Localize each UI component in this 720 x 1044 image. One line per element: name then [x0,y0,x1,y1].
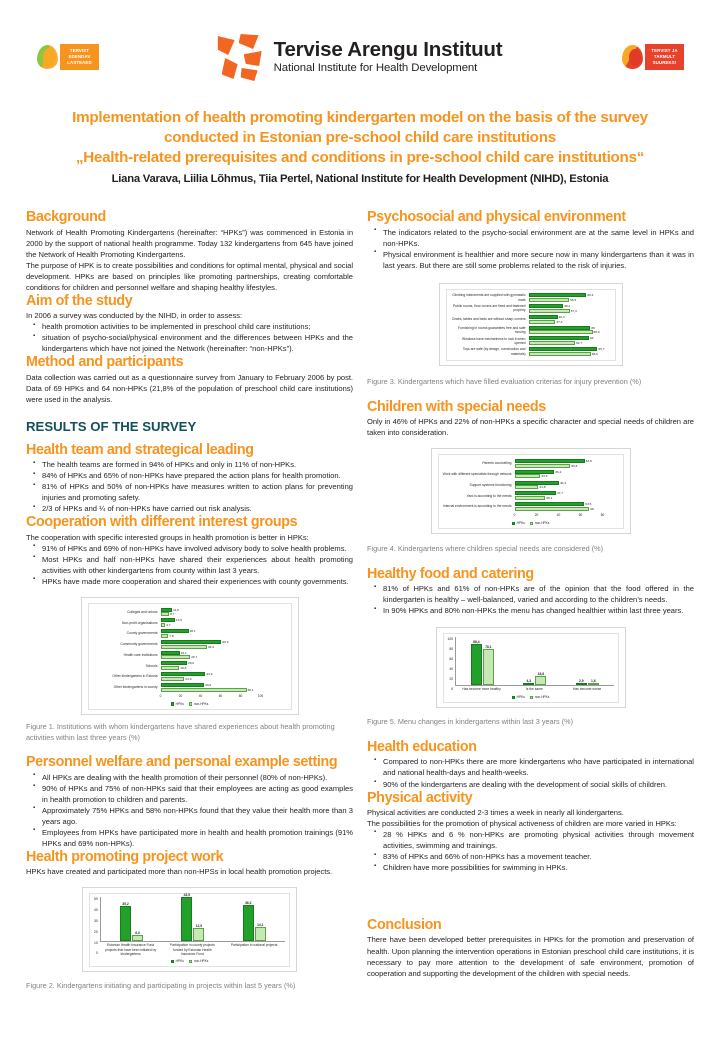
bar-group [120,897,143,941]
legend-label: non-HPKs [193,959,209,964]
section-heading-special-needs: Children with special needs [367,399,546,416]
chart-row [93,672,287,682]
category-label: Climbing instruments are supplied with gymnastic mats [452,293,526,302]
figure-2-bars [100,893,285,942]
chart-row [451,304,611,314]
category-label: Support systems functioning [469,482,512,487]
bar [515,507,590,511]
list-item: ▪ situation of psycho-social/physical environment and the differences between HPKs and the kindergartens which have not joined the Network (hereinafter: “non-HPKs”). [37,332,353,354]
bar-value-label: 4,7 [166,622,171,627]
list-item: ▪ Children have more possibilities for swimming in HPKs. [378,862,694,873]
chart-row [451,347,611,357]
list-item: ▪ 2/3 of HPKs and ¼ of non-HPKs have carried out risk analysis. [37,503,353,514]
legend-entry [171,702,184,706]
legend-entry [171,959,184,963]
chart-row [443,491,619,501]
bar-value-label: 12,5 [195,924,203,929]
list-item: ▪ Physical environment is healthier and more secure now in many kindergartens than it was in last years. But there are still some problems related to the risk of injuries. [378,249,694,271]
list-item: ▪ Most HPKs and half non-HPKs have shared their experiences about health promoting activities with other kindergartens from county within last 3 years. [37,554,353,576]
legend-entry [189,702,209,706]
physical-bullet-list [367,829,694,873]
bar-value-label: 95,7 [598,347,605,352]
category-label: Participation in county projects funded by Estonian Health Insurance Fund [170,943,215,956]
axis-tick-label: 100 [257,694,264,699]
figure-2-chart [82,887,297,972]
institute-subtitle: National Institute for Health Development [273,61,478,74]
category-label: Has become more healthy [462,687,501,692]
list-item: ▪ Employees from HPKs have participated more in health and health promotion trainings (91% HPKs and 69% non-HPKs). [37,827,353,849]
list-item: ▪ 90% of the kindergartens are dealing with the development of social skills of children. [378,779,694,790]
legend-entry [189,959,209,963]
legend-swatch [171,960,175,964]
bar-value-label: 37,3 [556,319,563,324]
bar-value-label: 1,6 [590,678,596,683]
bar [529,352,591,356]
left-badge-label: TERVIST EDENDAV LASTEAED [60,44,99,70]
figure-2-legend [94,959,285,963]
list-item: ▪ health promotion activities to be implemented in preschool child care institutions; [37,321,353,332]
axis-tick-label: 40 [556,513,561,518]
figure-1-chart [81,597,299,715]
category-label: County governments [126,631,158,636]
bar-value-label: 2,9 [578,678,584,683]
figure-5-y-axis [448,637,456,691]
axis-tick-label: 80 [449,647,454,652]
category-label: Is the same [525,687,543,692]
axis-tick-label: 60 [218,694,223,699]
author-list: Liana Varava, Liilia Lõhmus, Tiia Pertel, National Institute for Health Development (NIHD), Estonia [111,173,609,186]
bar [161,688,247,692]
list-item: ▪ Compared to non-HPKs there are more kindergartens who have participated in international and national health-days and health-weeks. [378,756,694,778]
bar [576,678,587,685]
section-heading-education: Health education [367,739,477,756]
education-bullet-list [367,756,694,789]
bar [529,341,576,345]
figure-1-legend [93,702,287,706]
bar [529,347,598,351]
axis-tick-label: 0 [451,687,454,692]
bar-value-label: 84 [589,336,594,341]
bar-value-label: 23,6 [541,474,548,479]
axis-tick-label: 80 [238,694,243,699]
figure-4-x-axis [515,513,619,519]
category-label: Parents counselling [482,461,512,466]
project-work-paragraph: HPKs have created and participated more than non-HPSs in local health promotion projects. [26,867,333,877]
legend-label: HPKs [175,702,184,707]
section-heading-project-work: Health promoting project work [26,848,224,865]
bar [161,629,189,633]
conclusion-paragraph: There have been developed better prerequisites in HPKs for the promotion and preservation of health. Upon planning the intervention operations in Estonian preschool child care institutions, it is necessary to pay more attention to the development of safe environment, promotion of cooperation and supporting the development of the children with special needs. [367,935,694,978]
right-column [367,209,694,992]
bar-group [576,637,599,684]
list-item: ▪ In 90% HPKs and 80% non-HPKs the menu has changed healthier within last three years. [378,605,694,616]
bar [161,666,180,670]
chart-row [443,480,619,490]
bar-group [181,893,204,941]
bar-value-label: 86 [591,325,595,330]
legend-swatch [512,696,516,700]
bar-value-label: 88,4 [473,640,480,645]
category-label: Public rooms, floor covers are fixed and fastened properly [453,304,526,313]
list-item: ▪ 81% of HPKs and 50% of non-HPKs have measures written to action plans for preventing injuries and promoting safety. [37,481,353,503]
leaf-icon [37,45,58,69]
bar [471,640,482,685]
section-heading-physical: Physical activity [367,789,473,806]
list-item: ▪ HPKs have made more cooperation and shared their experiences with county governments. [37,576,353,587]
axis-tick-label: 40 [449,667,454,672]
axis-tick-label: 40 [198,694,203,699]
figure-2-categories [100,943,285,956]
bar-value-label: 37,7 [556,491,563,496]
logo-tervist-ja-tarmult-suureks [622,44,684,70]
bar-value-label: 56,5 [570,297,577,302]
health-team-bullet-list [26,459,353,514]
bar-group [471,637,494,684]
axis-tick-label: 30 [94,918,98,923]
bar-value-label: 21,8 [539,485,546,490]
chart-row [451,325,611,335]
bar [523,678,534,685]
chart-row [93,618,287,628]
bar [255,922,266,941]
legend-entry [530,521,550,525]
chart-row [451,314,611,324]
bar-value-label: 4,3 [526,678,532,683]
category-label: Schools [145,663,158,668]
bar [120,901,131,941]
axis-tick-label: 20 [178,694,183,699]
axis-tick-label: 20 [94,929,98,934]
legend-swatch [530,696,534,700]
logo-tervist-edendav-lasteaed [37,44,99,70]
category-label: Has become worse [572,687,602,692]
background-paragraph-1: Network of Health Promoting Kindergartens (hereinafter: “HPKs”) was commenced in Estonia in 2000 by the support of national health programme. Today 132 kindergartens from 645 have joined the Network of Health Promoting Kindergartens. [26,227,353,259]
bar [161,672,206,676]
bar-value-label: 11,6 [173,607,179,612]
cooperation-bullet-list [26,543,353,587]
bar-value-label: 57,3 [570,308,577,313]
category-label: Other kindergartens in county [113,685,158,690]
figure-2-caption: Figure 2. Kindergartens initiating and participating in projects within last 5 years (%) [26,981,296,991]
legend-entry [512,521,525,525]
bar-value-label: 35,2 [122,901,129,906]
section-heading-health-team: Health team and strategical leading [26,441,254,458]
bar-value-label: 40,4 [559,480,566,485]
category-label: Health care institutions [123,652,158,657]
bar [529,309,570,313]
physical-paragraph-1: Physical activities are conducted 2-3 times a week in nearly all kindergartens. [367,807,624,817]
list-item: ▪ 91% of HPKs and 69% of non-HPKs have involved advisory body to solve health problems. [37,543,353,554]
bar-value-label: 14,1 [257,922,264,927]
axis-tick-label: 50 [94,897,98,902]
bar-value-label: 36,2 [555,469,562,474]
bar-value-label: 63,5 [585,502,592,507]
bar-value-label: 68 [590,506,594,511]
bar [515,464,571,468]
special-needs-paragraph: Only in 46% of HPKs and 22% of non-HPKs a specific character and special needs of children are taken into consideration. [367,417,694,438]
axis-tick-label: 80 [600,513,605,518]
bar-value-label: 60,9 [222,639,229,644]
bar-value-label: 29,7 [191,655,198,660]
bar-value-label: 23,9 [185,676,192,681]
figure-5-chart [436,627,626,708]
axis-tick-label: 0 [95,951,98,956]
personnel-bullet-list [26,772,353,849]
chart-row [443,458,619,468]
bar-value-label: 28,1 [546,496,553,501]
bar [529,315,558,319]
list-item: ▪ The indicators related to the psycho-social environment are at the same level in HPKs and non-HPKs. [378,227,694,249]
poster-title-block [0,108,720,185]
chart-row [93,682,287,692]
bar-value-label: 7,8 [169,633,174,638]
bar-value-label: 86,1 [247,687,254,692]
bar [515,496,546,500]
figure-3-bars [451,293,611,358]
bar [529,320,556,324]
bar-value-label: 48,2 [564,304,571,309]
section-heading-psychosocial: Psychosocial and physical environment [367,209,626,226]
bar [161,677,185,681]
figure-1-x-axis [161,694,287,700]
food-bullet-list [367,583,694,616]
bar [161,655,191,659]
bar-group [523,637,546,684]
category-label: Work with different specialists through network [442,472,512,477]
figure-3-caption: Figure 3. Kindergartens which have filled evaluation criterias for injury prevention (%) [367,377,642,387]
list-item: ▪ 90% of HPKs and 75% of non-HPKs said that their employees are acting as good examples in health promotion to children and parents. [37,783,353,805]
figure-4-chart [431,448,631,534]
bar [529,304,564,308]
section-heading-aim: Aim of the study [26,292,133,309]
axis-tick-label: 10 [94,940,98,945]
list-item: ▪ 83% of HPKs and 66% of non-HPKs has a movement teacher. [378,851,694,862]
bar [161,645,207,649]
droplet-icon [622,45,643,69]
axis-tick-label: 20 [534,513,539,518]
aim-intro: In 2006 a survey was conducted by the NIHD, in order to assess: [26,311,243,321]
bar [161,612,170,616]
bar [161,683,205,687]
bar-value-label: 46,4 [207,644,214,649]
bar [515,485,539,489]
bar-value-label: 44,9 [206,672,213,677]
legend-swatch [512,522,516,526]
bar-value-label: 64,7 [576,341,583,346]
bar-value-label: 80,4 [587,293,594,298]
bar [515,459,585,463]
title-line-2: conducted in Estonian pre-school child care institutions [164,128,556,146]
bar-value-label: 50,8 [571,463,578,468]
section-heading-cooperation: Cooperation with different interest groups [26,514,298,531]
section-heading-method: Method and participants [26,354,184,371]
bar-value-label: 40,3 [558,314,565,319]
category-label: Community governments [120,642,158,647]
chart-row [93,661,287,671]
bar [515,470,555,474]
bar [243,900,254,941]
bar-value-label: 43,5 [183,893,191,898]
figure-4-legend [443,521,619,525]
legend-swatch [189,702,193,706]
axis-tick-label: 60 [449,657,454,662]
bar-value-label: 18,8 [180,666,187,671]
institute-name: Tervise Arengu Instituut [273,38,503,62]
bar-value-label: 28,1 [189,629,196,634]
figure-4-caption: Figure 4. Kindergartens where children special needs are considered (%) [367,544,604,554]
bar-value-label: 19,1 [180,650,187,655]
legend-label: HPKs [175,959,184,964]
bar [161,651,180,655]
bar-value-label: 63,8 [585,459,592,464]
section-heading-food: Healthy food and catering [367,565,534,582]
axis-tick-label: 60 [578,513,583,518]
category-label: Furnishing in rooms guarantees free and safe moving [458,325,526,334]
poster-columns [0,209,720,992]
legend-entry [512,695,525,699]
bar [483,644,494,685]
list-item: ▪ All HPKs are dealing with the health promotion of their personnel (80% of non-HPKs). [37,772,353,783]
bar-value-label: 43,6 [205,683,212,688]
bar-value-label: 14,5 [176,618,183,623]
method-paragraph: Data collection was carried out as a questionnaire survey from January to February 2006 by post. Data of 69 HPKs and 64 non-HPKs (21,8% of the population of preschool child care institutions) were used in the analysis. [26,372,353,404]
aim-bullet-list [26,321,353,354]
category-label: Toys are safe (by design, construction and materials) [462,347,526,356]
figure-5-legend [448,695,614,699]
left-column [26,209,353,992]
chart-row [451,336,611,346]
list-item: ▪ 84% of HPKs and 65% of non-HPKs have prepared the action plans for health promotion. [37,470,353,481]
axis-tick-label: 20 [449,677,454,682]
legend-entry [530,695,550,699]
list-item: ▪ 28 % HPKs and 6 % non-HPKs are promoting physical activities through movement activities, swimming and trainings. [378,829,694,851]
bar [515,481,559,485]
institute-logo-icon [218,34,264,80]
category-label: Colleges and unions [127,609,158,614]
category-label: Internal environment is according to the needs [442,504,512,509]
chart-row [93,650,287,660]
poster-header [0,26,720,104]
section-heading-background: Background [26,209,106,226]
background-paragraph-2: The purpose of HPK is to create possibilities and conditions for optimal mental, physical and social development. HPKs are based on principles like promoting partnerships, creating comfortable conditions for children and personnel welfare and shaping healthy lifestyles. [26,260,353,292]
bar [161,623,166,627]
legend-label: HPKs [516,521,525,526]
bar-value-label: 36,2 [245,900,252,905]
legend-label: non-HPKs [534,521,550,526]
bar [529,336,589,340]
legend-label: non-HPKs [193,702,209,707]
bar-value-label: 18,8 [537,672,545,677]
cooperation-intro: The cooperation with specific interested groups in health promotion is better in HPKs: [26,532,309,542]
bar [181,893,192,941]
bar [588,678,599,685]
legend-swatch [530,522,534,526]
axis-tick-label: 40 [94,908,98,913]
list-item: ▪ Approximately 75% HPKs and 58% non-HPKs found that they value their health more than 3 years ago. [37,805,353,827]
right-badge-label: TERVIST JA TARMULT SUUREKS! [645,44,684,70]
category-label: Yard is according to the needs [466,493,512,498]
title-line-1: Implementation of health promoting kindergarten model on the basis of the survey [72,109,648,126]
section-heading-results: RESULTS OF THE SURVEY [26,418,197,434]
category-label: Windows have mechanisms to lock it when opened [461,336,526,345]
bar-value-label: 78,1 [485,644,492,649]
bar [193,924,204,941]
bar [529,298,570,302]
title-line-3: „Health-related prerequisites and conditions in pre-school child care institutions“ [75,148,645,166]
bar-value-label: 88,9 [593,330,600,335]
chart-row [451,293,611,303]
category-label: Non-profit organisations [122,620,158,625]
poster-root [0,26,720,1044]
chart-row [93,629,287,639]
axis-tick-label: 100 [447,637,454,642]
figure-1-caption: Figure 1. Institutions with whom kindergartens have shared experiences about health promoting activities within last three years (%) [26,722,335,742]
chart-row [93,639,287,649]
legend-label: HPKs [516,695,525,700]
figure-1-bars [93,607,287,693]
bar [161,640,222,644]
bar-value-label: 86,6 [591,351,598,356]
figure-4-bars [443,458,619,512]
bar [132,930,143,941]
bar-value-label: 6,3 [135,930,140,935]
section-heading-conclusion: Conclusion [367,917,442,934]
legend-swatch [189,960,193,964]
bar [161,608,173,612]
axis-tick-label: 0 [513,513,516,518]
category-label: Chairs, tables and beds are without sharp corners [451,317,526,322]
bar [535,672,546,685]
figure-5-categories [455,687,613,691]
chart-row [443,469,619,479]
chart-row [443,502,619,512]
psychosocial-bullet-list [367,227,694,271]
bar-value-label: 8,7 [170,612,175,617]
category-label: Estonian Health Insurance Fund projects that have been initiated by kindergartens [105,943,157,956]
category-label: Participation in national projects [230,943,278,948]
bar [529,326,591,330]
bar-group [243,897,266,941]
physical-paragraph-2: The possibilities for the promotion of physical activeness of children are more varied in HPKs: [367,818,677,828]
axis-tick-label: 0 [159,694,162,699]
bar-value-label: 26,6 [188,661,195,666]
bar [161,661,188,665]
bar [515,491,556,495]
figure-5-bars [455,637,613,685]
figure-3-chart [439,283,623,367]
bar [161,618,176,622]
legend-label: non-HPKs [534,695,550,700]
bar [515,502,585,506]
category-label: Other kindergartens in Estonia [112,674,158,679]
list-item: ▪ 81% of HPKs and 61% of non-HPKs are of the opinion that the food offered in the kindergarten is healthy – well-balanced, varied and according to the children’s needs. [378,583,694,605]
list-item: ▪ The health teams are formed in 94% of HPKs and only in 11% of non-HPKs. [37,459,353,470]
bar [515,474,541,478]
legend-swatch [171,702,175,706]
bar [529,330,593,334]
figure-5-caption: Figure 5. Menu changes in kindergartens within last 3 years (%) [367,717,574,727]
logo-tervise-arengu-instituut [218,34,503,80]
section-heading-personnel: Personnel welfare and personal example setting [26,754,338,771]
bar [161,634,169,638]
bar [529,293,587,297]
chart-row [93,607,287,617]
